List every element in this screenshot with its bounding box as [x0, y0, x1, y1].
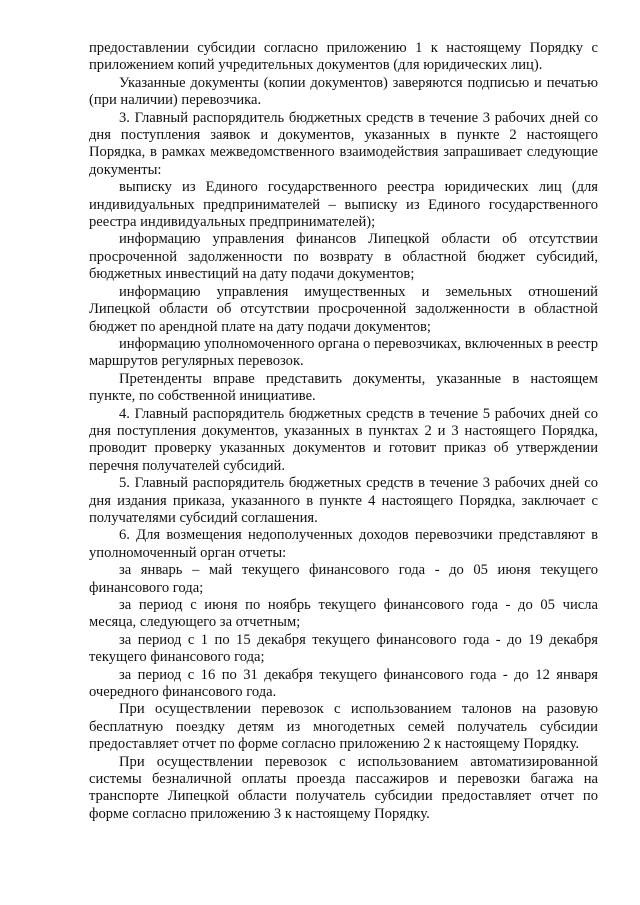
document-page — [89, 40, 598, 823]
list-item-finance-info: информацию управления финансов Липецкой области об отсутствии просроченной задолженности по возврату в областной бюджет субсидий, бюджетных инвестиций на дату подачи документов; — [89, 231, 598, 283]
paragraph-talon-report: При осуществлении перевозок с использованием талонов на разовую бесплатную поездку детям из многодетных семей получатель субсидии предоставляет отчет по форме согласно приложению 2 к настоящему Порядку. — [89, 701, 598, 753]
list-item-report-dec-16-31: за период с 16 по 31 декабря текущего финансового года - до 12 января очередного финансового года. — [89, 666, 598, 701]
paragraph-clause-5: 5. Главный распорядитель бюджетных средств в течение 3 рабочих дней со дня издания приказа, указанного в пункте 4 настоящего Порядка, заключает с получателями субсидий соглашения. — [89, 475, 598, 526]
paragraph-cashless-report: При осуществлении перевозок с использованием автоматизированной системы безналичной оплаты проезда пассажиров и перевозки багажа на транспорте Липецкой области получатель субсидии предоставляет отчет по форме согласно приложению 3 к настоящему Порядку. — [89, 753, 598, 822]
list-item-property-info: информацию управления имущественных и земельных отношений Липецкой области об отсутствии просроченной задолженности в областной бюджет по арендной плате на дату подачи документов; — [89, 283, 598, 335]
list-item-report-dec-1-15: за период с 1 по 15 декабря текущего финансового года - до 19 декабря текущего финансового года; — [89, 631, 598, 666]
paragraph-certification: Указанные документы (копии документов) заверяются подписью и печатью (при наличии) перевозчика. — [89, 74, 598, 109]
list-item-report-jan-may: за январь – май текущего финансового года - до 05 июня текущего финансового года; — [89, 562, 598, 596]
paragraph-clause-6: 6. Для возмещения недополученных доходов перевозчики представляют в уполномоченный орган отчеты: — [89, 527, 598, 561]
paragraph-clause-3: 3. Главный распорядитель бюджетных средств в течение 3 рабочих дней со дня поступления заявок и документов, указанных в пункте 2 настоящего Порядка, в рамках межведомственного взаимодействия запрашивает следующие документы: — [89, 109, 598, 178]
list-item-registry-extract: выписку из Единого государственного реестра юридических лиц (для индивидуальных предпринимателей – выписку из Единого государственного реестра индивидуальных предпринимателей); — [89, 179, 598, 231]
paragraph-clause-4: 4. Главный распорядитель бюджетных средств в течение 5 рабочих дней со дня поступления документов, указанных в пунктах 2 и 3 настоящего Порядка, проводит проверку указанных документов и готовит приказ об утверждении перечня получателей субсидий. — [89, 405, 598, 474]
list-item-carrier-info: информацию уполномоченного органа о перевозчиках, включенных в реестр маршрутов регулярных перевозок. — [89, 335, 598, 370]
list-item-report-jun-nov: за период с июня по ноябрь текущего финансового года - до 05 числа месяца, следующего за отчетным; — [89, 597, 598, 631]
paragraph-continuation: предоставлении субсидии согласно приложению 1 к настоящему Порядку с приложением копий учредительных документов (для юридических лиц). — [89, 40, 598, 74]
paragraph-own-initiative: Претенденты вправе представить документы, указанные в настоящем пункте, по собственной инициативе. — [89, 370, 598, 405]
